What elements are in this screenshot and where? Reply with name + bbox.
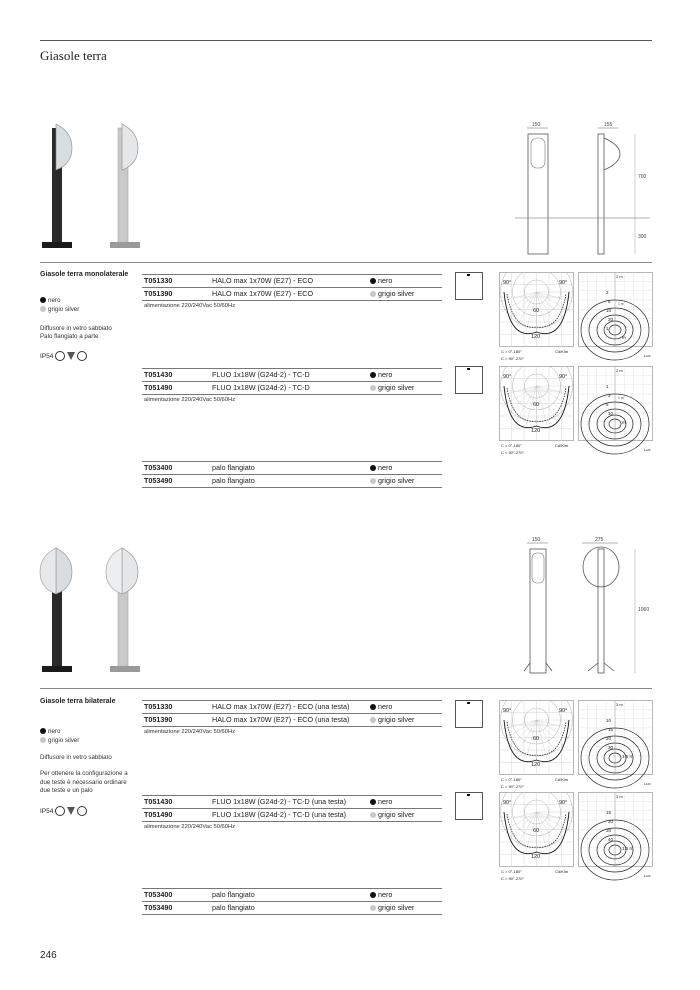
polar-angle-right: 90°	[559, 800, 568, 806]
color-option-nero: nero	[40, 728, 140, 737]
section-title-monolaterale: Giasole terra monolaterale	[40, 271, 129, 278]
isolux-value: 30	[606, 828, 612, 833]
product-table-2c	[142, 888, 442, 915]
polar-ring-60: 60	[533, 828, 540, 834]
isolux-scale: 1 m	[618, 396, 624, 400]
triangle-cert-icon	[67, 352, 75, 360]
polar-ring-120: 120	[531, 762, 541, 768]
page-title: Giasole terra	[40, 48, 107, 63]
cert-icon	[55, 351, 65, 361]
polar-angle-right: 90°	[559, 280, 568, 286]
note-configurazione: Per ottenere la configurazione a due teste è necessario ordinare due teste e un palo	[40, 770, 128, 794]
polar-unit: Cd/Klm	[555, 349, 569, 354]
dim-width-front: 150	[532, 122, 541, 128]
product-table-2a	[142, 700, 442, 737]
header-rule	[40, 40, 652, 41]
polar-ring-60: 60	[533, 402, 540, 408]
polar-unit: Cd/Klm	[555, 443, 569, 448]
beam-icon	[455, 366, 483, 394]
note-palo: Palo flangiato a parte	[40, 333, 99, 340]
isolux-value: 40	[608, 837, 614, 842]
isolux-unit: Lux	[644, 447, 651, 452]
table-row: T053490 palo flangiato grigio silver	[142, 474, 442, 488]
polar-angle-right: 90°	[559, 708, 568, 714]
table-row: T051490 FLUO 1x18W (G24d-2) - TC-D grigio silver	[142, 381, 442, 395]
table-row: T051490 FLUO 1x18W (G24d-2) - TC-D (una testa) grigio silver	[142, 808, 442, 822]
isolux-value: 1.5 m	[622, 846, 634, 851]
table-row: T051390 HALO max 1x70W (E27) - ECO grigio silver	[142, 287, 442, 301]
section-rule-1	[40, 262, 652, 263]
isolux-value: 5	[606, 402, 609, 407]
polar-ring-120: 120	[531, 428, 541, 434]
isolux-value: 2	[606, 290, 609, 295]
polar-ring-120: 120	[531, 334, 541, 340]
legend-c0: C = 0°-180°	[501, 869, 522, 874]
legend-c90: C = 90°-270°	[501, 356, 525, 361]
isolux-diagram	[578, 366, 656, 456]
dim-height: 700	[638, 174, 647, 180]
isolux-value: 20	[608, 819, 614, 824]
product-photo-bilaterale	[38, 542, 148, 677]
dim-width-side: 155	[604, 122, 613, 128]
ip-label: IP54	[40, 352, 54, 360]
isolux-value: 15	[606, 810, 612, 815]
polar-ring-60: 60	[533, 736, 540, 742]
cert-icon	[55, 806, 65, 816]
product-table-1c	[142, 461, 442, 488]
class-icon	[77, 351, 87, 361]
table-row: T051430 FLUO 1x18W (G24d-2) - TC-D nero	[142, 368, 442, 381]
legend-c90: C = 90°-270°	[501, 784, 525, 789]
beam-icon	[455, 272, 483, 300]
table-row: T051430 FLUO 1x18W (G24d-2) - TC-D (una testa) nero	[142, 795, 442, 808]
polar-diagram	[499, 792, 574, 882]
polar-unit: Cd/Klm	[555, 869, 569, 874]
ip-rating	[40, 351, 87, 361]
legend-c0: C = 0°-180°	[501, 443, 522, 448]
product-photo-monolaterale	[38, 118, 148, 253]
isolux-distance: 2 m	[616, 274, 623, 279]
polar-angle-left: 90°	[503, 800, 512, 806]
isolux-distance: 3 m	[616, 702, 623, 707]
polar-diagram	[499, 700, 574, 790]
isolux-value: 5	[608, 299, 611, 304]
isolux-distance: 3 m	[616, 794, 623, 799]
polar-ring-120: 120	[531, 854, 541, 860]
note-diffusore: Diffusore in vetro sabbiato	[40, 325, 112, 332]
supply-text: alimentazione 220/240Vac 50/60Hz	[144, 729, 236, 735]
isolux-diagram	[578, 700, 656, 790]
product-table-1b	[142, 368, 442, 405]
polar-diagram	[499, 366, 574, 456]
isolux-value: 1	[606, 384, 609, 389]
supply-text: alimentazione 220/240Vac 50/60Hz	[144, 824, 236, 830]
dim-height: 1060	[638, 607, 650, 613]
isolux-value: 30	[608, 745, 614, 750]
polar-unit: Cd/Klm	[555, 777, 569, 782]
polar-angle-right: 90°	[559, 374, 568, 380]
class-icon	[77, 806, 87, 816]
table-row: T053490 palo flangiato grigio silver	[142, 901, 442, 915]
legend-c0: C = 0°-180°	[501, 349, 522, 354]
isolux-value: 1	[606, 326, 609, 331]
note-diffusore: Diffusore in vetro sabbiato	[40, 754, 112, 761]
table-row: T053400 palo flangiato nero	[142, 888, 442, 901]
legend-c90: C = 90°-270°	[501, 450, 525, 455]
color-option-grigio: grigio silver	[40, 306, 140, 315]
legend-c90: C = 90°-270°	[501, 876, 525, 881]
isolux-diagram	[578, 272, 656, 362]
isolux-value: 15	[608, 727, 614, 732]
supply-text: alimentazione 220/240Vac 50/60Hz	[144, 397, 236, 403]
polar-ring-60: 60	[533, 308, 540, 314]
product-table-1a	[142, 274, 442, 311]
page-number: 246	[40, 950, 57, 961]
isolux-value: 10	[608, 411, 614, 416]
product-table-2b	[142, 795, 442, 832]
table-row: T051330 HALO max 1x70W (E27) - ECO nero	[142, 274, 442, 287]
isolux-value: 2	[608, 393, 611, 398]
legend-c0: C = 0°-180°	[501, 777, 522, 782]
ip-label: IP54	[40, 807, 54, 815]
isolux-value: 1.5 m	[622, 754, 634, 759]
isolux-unit: Lux	[644, 781, 651, 786]
table-row: T053400 palo flangiato nero	[142, 461, 442, 474]
isolux-value: m	[622, 335, 626, 340]
isolux-value: 10	[606, 308, 612, 313]
dimension-drawing-monolaterale	[510, 120, 655, 260]
color-option-nero: nero	[40, 297, 140, 306]
triangle-cert-icon	[67, 807, 75, 815]
beam-icon	[455, 792, 483, 820]
polar-diagram	[499, 272, 574, 362]
isolux-value: 20	[608, 317, 614, 322]
color-option-grigio: grigio silver	[40, 737, 140, 746]
ip-rating	[40, 806, 87, 816]
isolux-value: 20	[606, 736, 612, 741]
isolux-unit: Lux	[644, 873, 651, 878]
polar-angle-left: 90°	[503, 280, 512, 286]
isolux-value: 10	[606, 718, 612, 723]
dimension-drawing-bilaterale	[510, 535, 655, 685]
supply-text: alimentazione 220/240Vac 50/60Hz	[144, 303, 236, 309]
section-title-bilaterale: Giasole terra bilaterale	[40, 698, 116, 705]
isolux-distance: 2 m	[616, 368, 623, 373]
isolux-scale: 1 m	[618, 302, 624, 306]
color-swatch-black	[40, 297, 46, 303]
color-swatch-grey	[40, 737, 46, 743]
isolux-diagram	[578, 792, 656, 882]
dim-base: 300	[638, 234, 647, 240]
section-rule-2	[40, 688, 652, 689]
dim-width-side: 275	[595, 537, 604, 543]
polar-angle-left: 90°	[503, 374, 512, 380]
color-swatch-black	[40, 728, 46, 734]
isolux-unit: Lux	[644, 353, 651, 358]
beam-icon	[455, 700, 483, 728]
polar-angle-left: 90°	[503, 708, 512, 714]
isolux-value: m	[622, 420, 626, 425]
table-row: T051390 HALO max 1x70W (E27) - ECO (una testa) grigio silver	[142, 713, 442, 727]
color-swatch-grey	[40, 306, 46, 312]
table-row: T051330 HALO max 1x70W (E27) - ECO (una testa) nero	[142, 700, 442, 713]
dim-width-front: 150	[532, 537, 541, 543]
